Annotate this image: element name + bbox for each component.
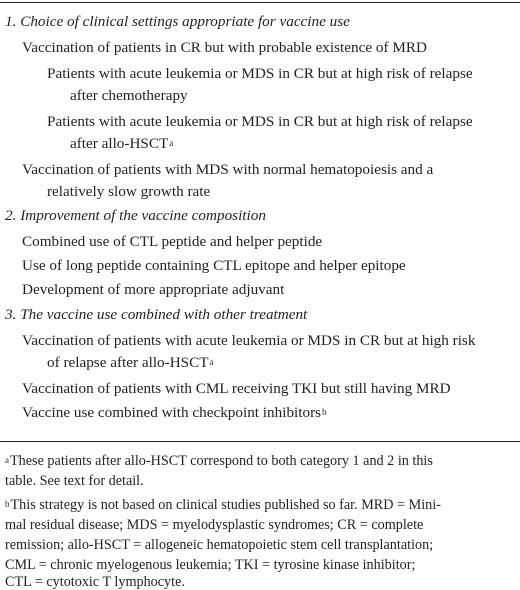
- footnote-a-line-1: [5, 451, 433, 471]
- section-3-item-3: [22, 403, 327, 423]
- section-1-subitem-2-cont: [70, 134, 173, 154]
- footnote-marker: a: [209, 357, 214, 367]
- footnote-b-line-5: CTL = cytotoxic T lymphocyte.: [5, 574, 185, 590]
- section-2-item-2: Use of long peptide containing CTL epitope and helper epitope: [22, 257, 406, 274]
- line-text: Vaccine use combined with checkpoint inhibitors: [22, 404, 322, 421]
- footnote-b-line-1: [5, 495, 441, 515]
- section-2-heading: 2. Improvement of the vaccine composition: [5, 207, 266, 224]
- section-2-item-3: Development of more appropriate adjuvant: [22, 281, 285, 298]
- footnote-marker: b: [322, 407, 327, 417]
- section-3-heading: 3. The vaccine use combined with other treatment: [5, 306, 308, 323]
- section-1-subitem-2: Patients with acute leukemia or MDS in CR but at high risk of relapse: [47, 113, 473, 130]
- section-2-item-1: Combined use of CTL peptide and helper peptide: [22, 233, 323, 250]
- section-1-heading: 1. Choice of clinical settings appropriate for vaccine use: [5, 13, 350, 30]
- footnote-b-line-3: remission; allo-HSCT = allogeneic hematopoietic stem cell transplantation;: [5, 537, 434, 553]
- footnote-b-line-2: mal residual disease; MDS = myelodysplastic syndromes; CR = complete: [5, 517, 424, 533]
- footnote-a-marker: a: [5, 455, 9, 465]
- footnote-text: This strategy is not based on clinical studies published so far. MRD = Mini-: [10, 497, 441, 513]
- section-3-item-2: Vaccination of patients with CML receiving TKI but still having MRD: [22, 380, 451, 397]
- footnote-a-line-2: table. See text for detail.: [5, 473, 144, 489]
- section-1-subitem-1: Patients with acute leukemia or MDS in CR but at high risk of relapse: [47, 65, 473, 82]
- section-1-item-2: Vaccination of patients with MDS with normal hematopoiesis and a: [22, 161, 434, 178]
- footnote-marker: a: [169, 138, 174, 148]
- section-3-item-1: Vaccination of patients with acute leukemia or MDS in CR but at high risk: [22, 332, 476, 349]
- top-rule: [0, 2, 520, 3]
- section-1-item-1: Vaccination of patients in CR but with probable existence of MRD: [22, 39, 427, 56]
- line-text: of relapse after allo-HSCT: [47, 354, 209, 371]
- footnote-text: These patients after allo-HSCT correspond to both category 1 and 2 in this: [10, 453, 433, 469]
- section-1-subitem-1-cont: after chemotherapy: [70, 87, 188, 104]
- footnote-b-line-4: CML = chronic myelogenous leukemia; TKI = tyrosine kinase inhibitor;: [5, 557, 416, 573]
- section-3-item-1-cont: [47, 353, 214, 373]
- footnote-rule: [0, 441, 520, 442]
- footnote-b-marker: b: [5, 499, 10, 509]
- line-text: after allo-HSCT: [70, 135, 169, 152]
- section-1-item-2-cont: relatively slow growth rate: [47, 183, 211, 200]
